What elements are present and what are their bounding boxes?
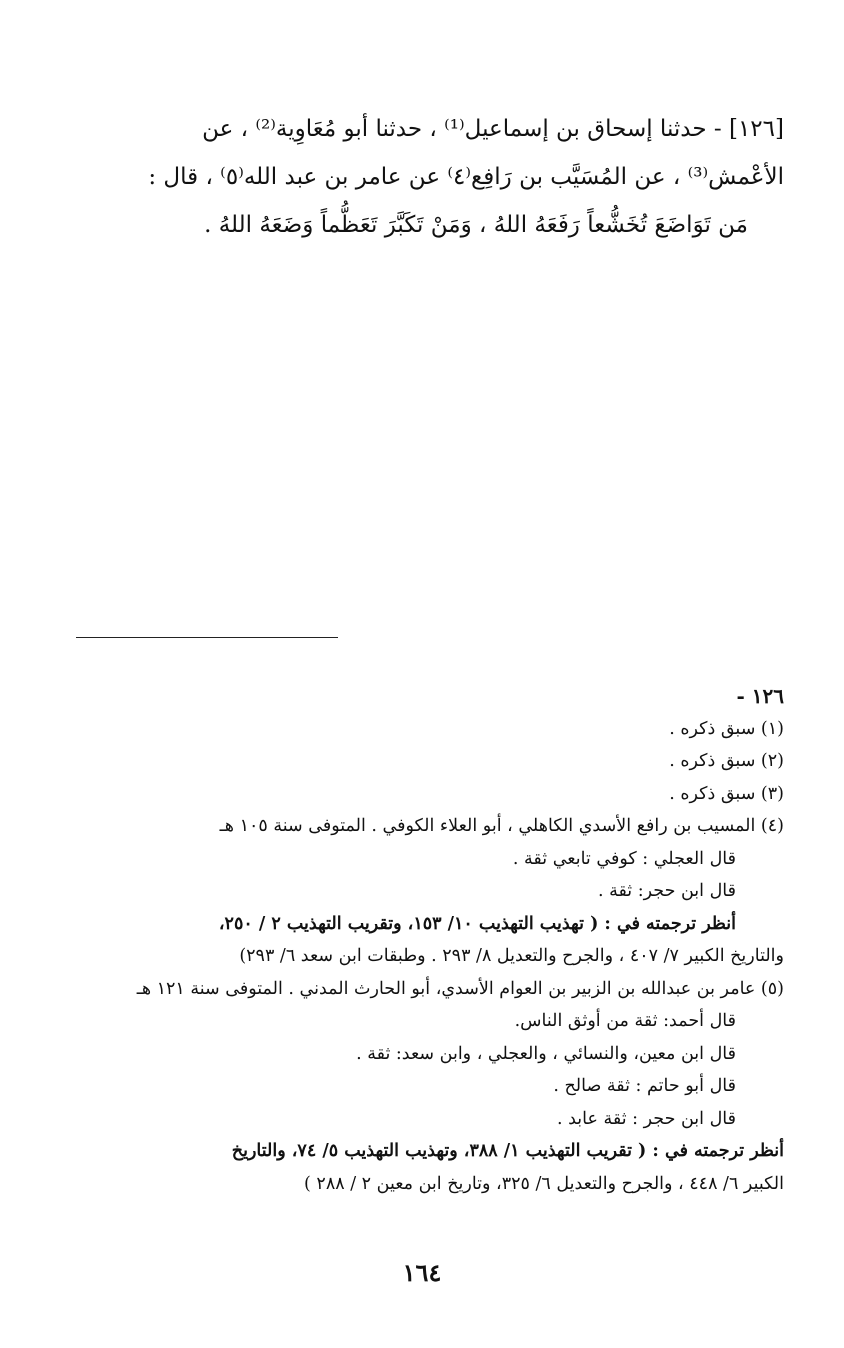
footnote-4-title: (٤) المسيب بن رافع الأسدي الكاهلي ، أبو العلاء الكوفي . المتوفى سنة ١٠٥ هـ: [219, 816, 784, 836]
footnote-5-line: قال ابن حجر : ثقة عابد .: [556, 1108, 736, 1129]
footnote-hadith-number: ١٢٦ -: [736, 684, 784, 708]
footnote-2: (٢) سبق ذكره .: [669, 751, 784, 771]
footnote-4-line: قال ابن حجر: ثقة .: [597, 881, 736, 901]
hadith-matn: مَن تَوَاضَعَ تُخَشُّعاً رَفَعَهُ اللهُ ، وَمَنْ تَكَبَّرَ تَعَظُّماً وَضَعَهُ اللهُ .: [204, 212, 748, 238]
footnote-5-title: (٥) عامر بن عبدالله بن الزبير بن العوام الأسدي، أبو الحارث المدني . المتوفى سنة ١٢١ هـ: [136, 978, 784, 999]
footnote-4-line: قال العجلي : كوفي تابعي ثقة .: [512, 848, 736, 869]
footnote-5-refs: أنظر ترجمته في : ( تقريب التهذيب ١/ ٣٨٨، وتهذيب التهذيب ٥/ ٧٤، والتاريخ: [231, 1141, 784, 1161]
footnote-3: (٣) سبق ذكره .: [669, 783, 784, 804]
footnotes: [74, 680, 784, 1200]
hadith-isnad-line-1: [١٢٦] - حدثنا إسحاق بن إسماعيل⁽¹⁾ ، حدثنا أبو مُعَاوِية⁽²⁾ ، عن: [202, 116, 784, 142]
hadith-text: [79, 105, 784, 249]
footnote-5-refs-cont: الكبير ٦/ ٤٤٨ ، والجرح والتعديل ٦/ ٣٢٥، وتاريخ ابن معين ٢ / ٢٨٨ ): [304, 1173, 784, 1194]
footnote-4-refs: أنظر ترجمته في : ( تهذيب التهذيب ١٠/ ١٥٣، وتقريب التهذيب ٢ / ٢٥٠،: [218, 913, 736, 934]
page-number: ١٦٤: [402, 1258, 442, 1287]
footnote-5-line: قال أحمد: ثقة من أوثق الناس.: [514, 1011, 736, 1031]
hadith-isnad-line-2: الأعْمش⁽³⁾ ، عن المُسَيَّب بن رَافِع⁽٤⁾ عن عامر بن عبد الله⁽٥⁾ ، قال :: [148, 164, 784, 190]
footnote-separator: [76, 637, 338, 638]
footnote-5-line: قال ابن معين، والنسائي ، والعجلي ، وابن سعد: ثقة .: [356, 1043, 736, 1064]
footnote-1: (١) سبق ذكره .: [669, 718, 784, 739]
footnote-5-line: قال أبو حاتم : ثقة صالح .: [553, 1076, 736, 1096]
footnote-4-refs-cont: والتاريخ الكبير ٧/ ٤٠٧ ، والجرح والتعديل ٨/ ٢٩٣ . وطبقات ابن سعد ٦/ ٢٩٣): [239, 946, 784, 966]
